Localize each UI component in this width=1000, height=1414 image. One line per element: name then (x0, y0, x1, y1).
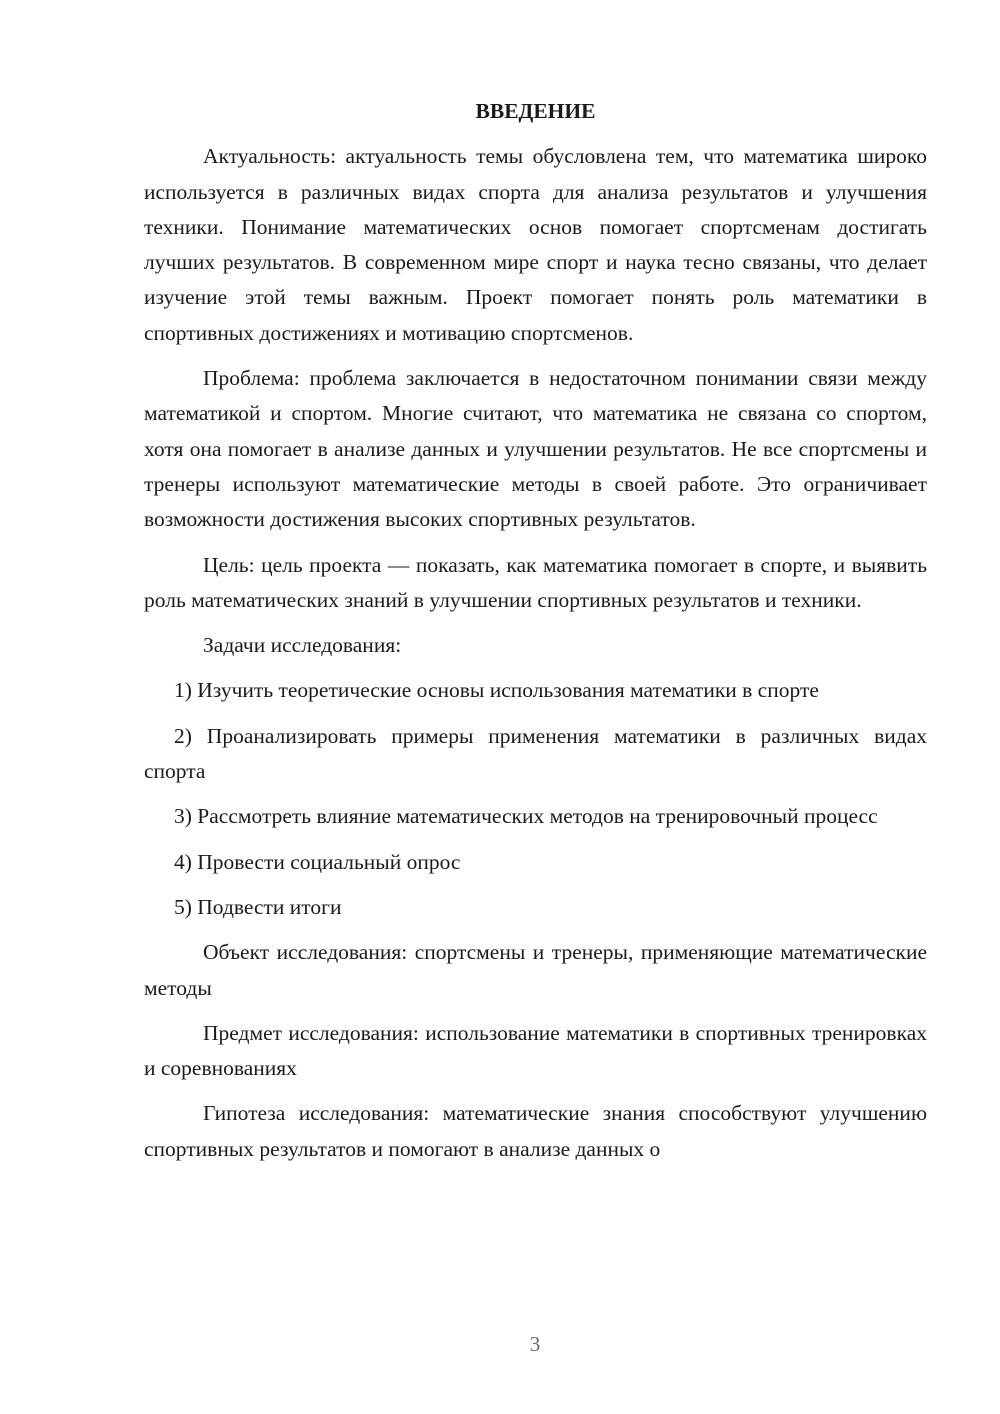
document-body (144, 94, 927, 1167)
task-item-1: 1) Изучить теоретические основы использования математики в спорте (174, 678, 819, 703)
problem-paragraph: Проблема: проблема заключается в недостаточном понимании связи между математикой и спортом. Многие считают, что математика не связана со спортом, хотя она помогает в анализе данных и улучшении результатов. Не все спортсмены и тренеры используют математические методы в своей работе. Это ограничивает возможности достижения высоких спортивных результатов. (144, 366, 927, 532)
task-item-3: 3) Рассмотреть влияние математических методов на тренировочный процесс (174, 804, 878, 829)
task-item-5: 5) Подвести итоги (174, 894, 342, 919)
tasks-title: Задачи исследования: (203, 633, 402, 658)
task-item-4: 4) Провести социальный опрос (174, 849, 461, 874)
goal-paragraph: Цель: цель проекта — показать, как математика помогает в спорте, и выявить роль математических знаний в улучшении спортивных результатов и техники. (144, 552, 927, 612)
relevance-paragraph: Актуальность: актуальность темы обусловлена тем, что математика широко используется в различных видах спорта для анализа результатов и улучшения техники. Понимание математических основ помогает спортсменам достигать лучших результатов. В современном мире спорт и наука тесно связаны, что делает изучение этой темы важным. Проект помогает понять роль математики в спортивных достижениях и мотивацию спортсменов. (144, 144, 927, 345)
subject-paragraph: Предмет исследования: использование математики в спортивных тренировках и соревнованиях (144, 1020, 927, 1081)
page-number: 3 (529, 1332, 541, 1356)
hypothesis-paragraph: Гипотеза исследования: математические знания способствуют улучшению спортивных результатов и помогают в анализе данных о (144, 1101, 927, 1161)
task-item-2: 2) Проанализировать примеры применения математики в различных видах спорта (144, 723, 927, 784)
section-heading: ВВЕДЕНИЕ (475, 99, 596, 123)
object-paragraph: Объект исследования: спортсмены и тренеры, применяющие математические методы (144, 940, 927, 1000)
